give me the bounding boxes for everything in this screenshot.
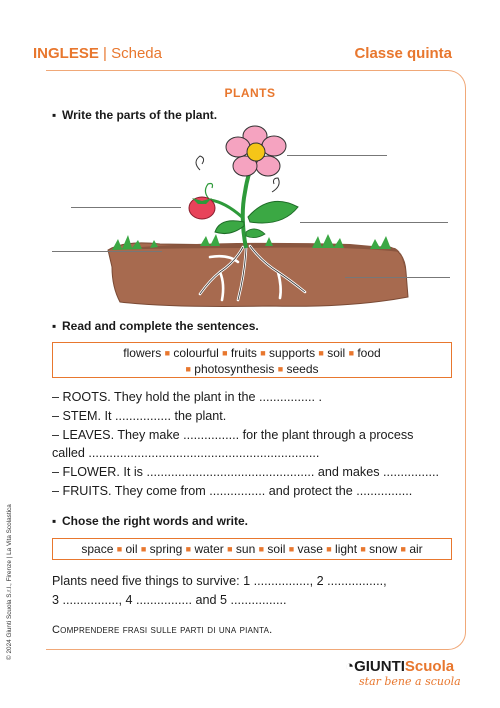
sentence-fruits[interactable]: – FRUITS. They come from ................ and protect the ................	[52, 484, 413, 498]
word-air: air	[409, 542, 423, 556]
plant-illustration	[50, 122, 460, 312]
label-line-leaves[interactable]	[300, 222, 448, 223]
plants-need-line-2[interactable]: 3 ................, 4 ................ and 5 ................	[52, 593, 287, 607]
word-light: light	[335, 542, 358, 556]
word-box-1: flowers ■ colourful ■ fruits ■ supports ■ soil ■ food ■ photosynthesis ■ seeds	[52, 342, 452, 378]
word-sun: sun	[235, 542, 256, 556]
word-snow: snow	[369, 542, 398, 556]
sentence-leaves-cont[interactable]: called ..................................................................	[52, 446, 320, 460]
sentence-leaves[interactable]: – LEAVES. They make ................ for the plant through a process	[52, 428, 414, 442]
logo-tagline: star bene a scuola	[359, 675, 461, 688]
header-class: Classe quinta	[354, 45, 452, 62]
giunti-logo: ◔GIUNTIScuola star bene a scuola	[345, 658, 461, 688]
word-photosynthesis: photosynthesis	[194, 362, 275, 376]
word-soil: soil	[327, 346, 346, 360]
word-box-2: space ■ oil ■ spring ■ water ■ sun ■ soil ■ vase ■ light ■ snow ■ air	[52, 538, 452, 560]
sentence-flower[interactable]: – FLOWER. It is ................................................ and makes ................	[52, 465, 439, 479]
label-line-roots[interactable]	[345, 277, 450, 278]
label-line-stem[interactable]	[52, 251, 162, 252]
task-3-instruction: ▪ Chose the right words and write.	[52, 514, 249, 528]
word-vase: vase	[297, 542, 323, 556]
header-type: Scheda	[111, 45, 162, 62]
word-water: water	[194, 542, 224, 556]
word-supports: supports	[269, 346, 316, 360]
task-1-instruction: ▪ Write the parts of the plant.	[52, 108, 218, 122]
label-line-fruit[interactable]	[71, 207, 181, 208]
word-space: space	[81, 542, 114, 556]
worksheet-title: PLANTS	[224, 86, 276, 100]
word-flowers: flowers	[123, 346, 162, 360]
plants-need-line-1[interactable]: Plants need five things to survive: 1 ................, 2 ................,	[52, 574, 387, 588]
word-fruits: fruits	[230, 346, 257, 360]
logo-mark-icon: ◔	[345, 658, 355, 675]
copyright-text: © 2024 Giunti Scuola S.r.l., Firenze | La Vita Scolastica	[6, 504, 13, 660]
task-2-instruction: ▪ Read and complete the sentences.	[52, 319, 259, 333]
word-food: food	[357, 346, 381, 360]
footer-objective: Comprendere frasi sulle parti di una pianta.	[52, 624, 273, 636]
word-spring: spring	[149, 542, 183, 556]
header-subject: INGLESE | Scheda	[33, 45, 162, 62]
sentence-stem[interactable]: – STEM. It ................ the plant.	[52, 409, 227, 423]
sentence-roots[interactable]: – ROOTS. They hold the plant in the ................ .	[52, 390, 322, 404]
word-colourful: colourful	[173, 346, 219, 360]
label-line-flower[interactable]	[287, 155, 387, 156]
word-soil-2: soil	[267, 542, 286, 556]
word-oil: oil	[125, 542, 138, 556]
word-seeds: seeds	[286, 362, 319, 376]
